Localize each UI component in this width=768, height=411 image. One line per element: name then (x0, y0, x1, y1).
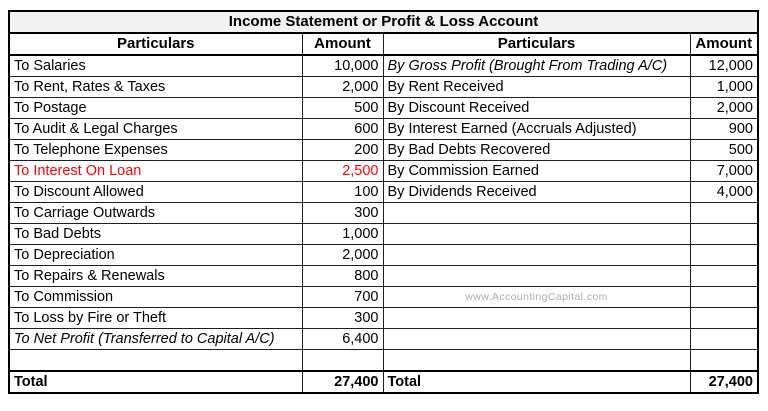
table-row (9, 182, 758, 203)
expense-label: To Postage (9, 98, 302, 119)
expense-label: To Depreciation (9, 245, 302, 266)
total-label-left: Total (9, 371, 302, 393)
expense-amount: 800 (302, 266, 383, 287)
income-amount: 2,000 (690, 98, 758, 119)
header-particulars-left: Particulars (9, 33, 302, 55)
income-label (383, 203, 690, 224)
expense-amount-interest-on-loan: 2,500 (302, 161, 383, 182)
expense-label: To Repairs & Renewals (9, 266, 302, 287)
income-amount: 12,000 (690, 55, 758, 77)
table-row (9, 77, 758, 98)
income-label: By Gross Profit (Brought From Trading A/C) (383, 55, 690, 77)
expense-label: To Bad Debts (9, 224, 302, 245)
table-header-row (9, 33, 758, 55)
expense-amount: 300 (302, 203, 383, 224)
table-row (9, 224, 758, 245)
income-label: By Dividends Received (383, 182, 690, 203)
expense-amount: 200 (302, 140, 383, 161)
total-amount-right: 27,400 (690, 371, 758, 393)
total-row (9, 371, 758, 393)
expense-amount: 2,000 (302, 77, 383, 98)
expense-amount: 10,000 (302, 55, 383, 77)
income-label (383, 350, 690, 372)
income-amount (690, 350, 758, 372)
income-amount: 900 (690, 119, 758, 140)
expense-amount: 600 (302, 119, 383, 140)
expense-amount (302, 350, 383, 372)
header-amount-right: Amount (690, 33, 758, 55)
income-label (383, 224, 690, 245)
expense-label-interest-on-loan: To Interest On Loan (9, 161, 302, 182)
income-label: By Rent Received (383, 77, 690, 98)
header-particulars-right: Particulars (383, 33, 690, 55)
income-amount (690, 203, 758, 224)
expense-label-net-profit: To Net Profit (Transferred to Capital A/C) (9, 329, 302, 350)
expense-label: To Carriage Outwards (9, 203, 302, 224)
income-amount: 1,000 (690, 77, 758, 98)
income-label (383, 266, 690, 287)
expense-label (9, 350, 302, 372)
total-label-right: Total (383, 371, 690, 393)
table-title-row (9, 11, 758, 33)
income-label (383, 329, 690, 350)
table-row-spacer (9, 350, 758, 372)
table-row (9, 119, 758, 140)
table-row (9, 329, 758, 350)
expense-label: To Audit & Legal Charges (9, 119, 302, 140)
expense-label: To Discount Allowed (9, 182, 302, 203)
income-label: By Interest Earned (Accruals Adjusted) (383, 119, 690, 140)
expense-amount: 700 (302, 287, 383, 308)
table-row (9, 140, 758, 161)
table-title: Income Statement or Profit & Loss Account (9, 11, 758, 33)
income-label (383, 308, 690, 329)
table-row (9, 308, 758, 329)
expense-amount: 100 (302, 182, 383, 203)
income-amount (690, 329, 758, 350)
expense-amount: 1,000 (302, 224, 383, 245)
expense-amount: 500 (302, 98, 383, 119)
total-amount-left: 27,400 (302, 371, 383, 393)
expense-label: To Commission (9, 287, 302, 308)
watermark-text: www.AccountingCapital.com (465, 291, 608, 303)
expense-label: To Loss by Fire or Theft (9, 308, 302, 329)
header-amount-left: Amount (302, 33, 383, 55)
expense-label: To Telephone Expenses (9, 140, 302, 161)
income-label: By Bad Debts Recovered (383, 140, 690, 161)
income-amount: 4,000 (690, 182, 758, 203)
income-amount: 500 (690, 140, 758, 161)
expense-amount: 300 (302, 308, 383, 329)
table-row (9, 245, 758, 266)
income-amount (690, 287, 758, 308)
table-row (9, 287, 758, 308)
income-amount (690, 245, 758, 266)
pl-account-table (8, 10, 759, 394)
table-row (9, 266, 758, 287)
table-row (9, 55, 758, 77)
income-amount: 7,000 (690, 161, 758, 182)
income-label: By Commission Earned (383, 161, 690, 182)
profit-and-loss-sheet (8, 10, 759, 394)
income-amount (690, 224, 758, 245)
income-amount (690, 266, 758, 287)
table-row-highlighted (9, 161, 758, 182)
table-row (9, 203, 758, 224)
expense-amount: 2,000 (302, 245, 383, 266)
expense-label: To Rent, Rates & Taxes (9, 77, 302, 98)
income-label: By Discount Received (383, 98, 690, 119)
income-amount (690, 308, 758, 329)
expense-label: To Salaries (9, 55, 302, 77)
watermark-cell (383, 287, 690, 308)
expense-amount-net-profit: 6,400 (302, 329, 383, 350)
table-row (9, 98, 758, 119)
income-label (383, 245, 690, 266)
